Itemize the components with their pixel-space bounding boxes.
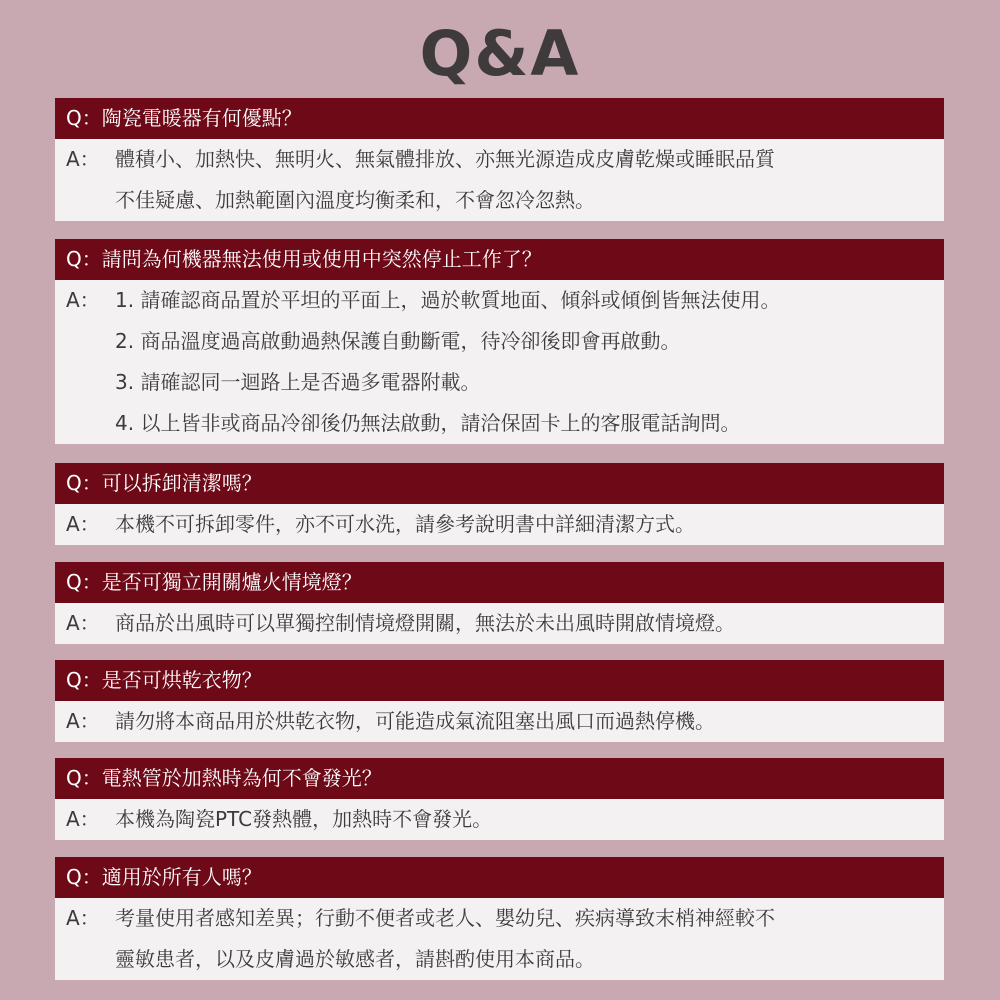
faq-item-4 bbox=[55, 562, 944, 644]
a-prefix: A： bbox=[66, 512, 100, 536]
q-prefix: Q： bbox=[66, 668, 102, 692]
answer-box bbox=[55, 799, 944, 840]
q-prefix: Q： bbox=[66, 247, 102, 271]
answer-box bbox=[55, 603, 944, 644]
question-bar bbox=[55, 660, 944, 701]
question-bar bbox=[55, 758, 944, 799]
question-text: 請問為何機器無法使用或使用中突然停止工作了？ bbox=[101, 247, 542, 271]
question-bar bbox=[55, 562, 944, 603]
answer-line: 3. 請確認同一迴路上是否過多電器附載。 bbox=[115, 370, 481, 394]
answer-box bbox=[55, 898, 944, 980]
a-prefix: A： bbox=[66, 906, 100, 930]
question-bar bbox=[55, 98, 944, 139]
q-prefix: Q： bbox=[66, 570, 102, 594]
answer-line: 本機不可拆卸零件，亦不可水洗，請參考說明書中詳細清潔方式。 bbox=[115, 512, 695, 536]
answer-box bbox=[55, 139, 944, 221]
faq-item-1 bbox=[55, 98, 944, 221]
a-prefix: A： bbox=[66, 611, 100, 635]
question-text: 可以拆卸清潔嗎？ bbox=[101, 471, 262, 495]
question-bar bbox=[55, 239, 944, 280]
answer-line: 考量使用者感知差異；行動不便者或老人、嬰幼兒、疾病導致末梢神經較不 bbox=[115, 906, 775, 930]
answer-box bbox=[55, 504, 944, 545]
question-text: 電熱管於加熱時為何不會發光？ bbox=[101, 766, 382, 790]
q-prefix: Q： bbox=[66, 766, 102, 790]
a-prefix: A： bbox=[66, 807, 100, 831]
faq-item-2 bbox=[55, 239, 944, 444]
answer-line: 不佳疑慮、加熱範圍內溫度均衡柔和，不會忽冷忽熱。 bbox=[115, 188, 595, 212]
answer-line: 商品於出風時可以單獨控制情境燈開關，無法於未出風時開啟情境燈。 bbox=[115, 611, 735, 635]
question-text: 是否可烘乾衣物？ bbox=[101, 668, 262, 692]
answer-box bbox=[55, 280, 944, 444]
a-prefix: A： bbox=[66, 288, 100, 312]
answer-line: 體積小、加熱快、無明火、無氣體排放、亦無光源造成皮膚乾燥或睡眠品質 bbox=[115, 147, 775, 171]
answer-line: 1. 請確認商品置於平坦的平面上，過於軟質地面、傾斜或傾倒皆無法使用。 bbox=[115, 288, 781, 312]
faq-item-3 bbox=[55, 463, 944, 545]
a-prefix: A： bbox=[66, 147, 100, 171]
q-prefix: Q： bbox=[66, 865, 102, 889]
question-text: 適用於所有人嗎？ bbox=[101, 865, 262, 889]
answer-line: 請勿將本商品用於烘乾衣物，可能造成氣流阻塞出風口而過熱停機。 bbox=[115, 709, 715, 733]
answer-line: 本機為陶瓷PTC發熱體，加熱時不會發光。 bbox=[115, 807, 493, 831]
answer-box bbox=[55, 701, 944, 742]
question-text: 陶瓷電暖器有何優點？ bbox=[101, 106, 302, 130]
q-prefix: Q： bbox=[66, 106, 102, 130]
page-title: Q&A bbox=[419, 17, 581, 90]
question-bar bbox=[55, 463, 944, 504]
q-prefix: Q： bbox=[66, 471, 102, 495]
faq-item-6 bbox=[55, 758, 944, 840]
faq-item-5 bbox=[55, 660, 944, 742]
answer-line: 4. 以上皆非或商品冷卻後仍無法啟動，請洽保固卡上的客服電話詢問。 bbox=[115, 411, 741, 435]
question-bar bbox=[55, 857, 944, 898]
question-text: 是否可獨立開關爐火情境燈？ bbox=[101, 570, 362, 594]
faq-item-7 bbox=[55, 857, 944, 980]
a-prefix: A： bbox=[66, 709, 100, 733]
answer-line: 靈敏患者，以及皮膚過於敏感者，請斟酌使用本商品。 bbox=[115, 947, 595, 971]
answer-line: 2. 商品溫度過高啟動過熱保護自動斷電，待冷卻後即會再啟動。 bbox=[115, 329, 681, 353]
